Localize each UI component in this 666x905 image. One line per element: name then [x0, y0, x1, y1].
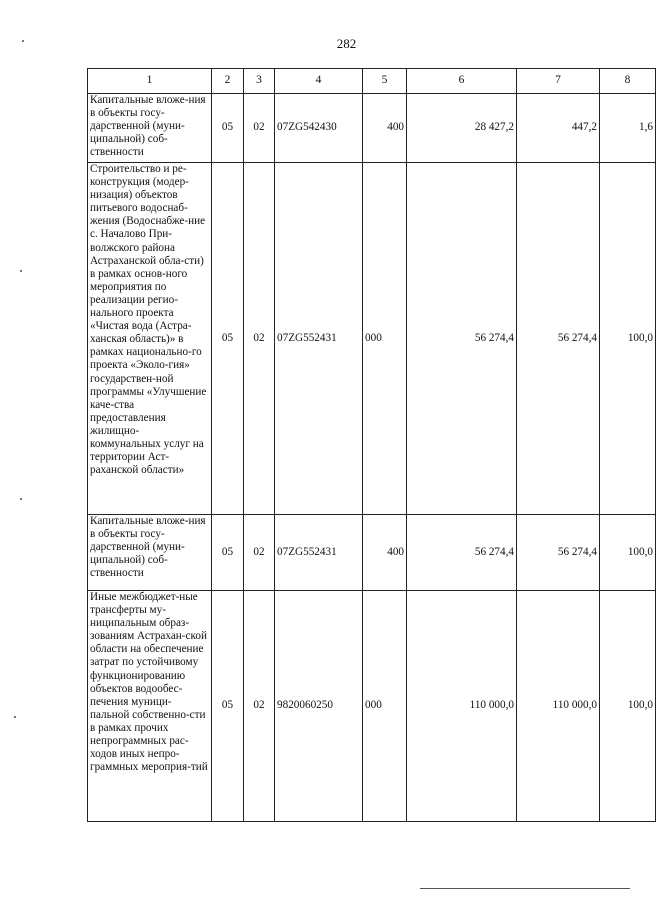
row-plan-amount: 56 274,4 — [407, 163, 517, 515]
scan-dot — [20, 498, 22, 500]
row-actual-amount: 56 274,4 — [517, 163, 600, 515]
row-target-code: 07ZG542430 — [275, 94, 363, 163]
row-name: Капитальные вложе-ния в объекты госу-дарственной (муни-ципальной) соб-ственности — [88, 515, 212, 591]
row-plan-amount: 110 000,0 — [407, 591, 517, 822]
row-expense-type: 000 — [363, 591, 407, 822]
row-section: 05 — [212, 515, 244, 591]
table-row — [88, 515, 656, 591]
row-percent: 1,6 — [600, 94, 656, 163]
row-target-code: 07ZG552431 — [275, 515, 363, 591]
scan-dot — [22, 40, 24, 42]
row-expense-type: 000 — [363, 163, 407, 515]
page-number: 282 — [336, 36, 357, 51]
row-target-code: 9820060250 — [275, 591, 363, 822]
row-actual-amount: 56 274,4 — [517, 515, 600, 591]
scan-dot — [20, 270, 22, 272]
row-target-code: 07ZG552431 — [275, 163, 363, 515]
row-plan-amount: 56 274,4 — [407, 515, 517, 591]
row-subsection: 02 — [244, 515, 275, 591]
row-expense-type: 400 — [363, 515, 407, 591]
budget-table — [87, 68, 656, 822]
row-subsection: 02 — [244, 591, 275, 822]
row-section: 05 — [212, 591, 244, 822]
header-cell-7: 7 — [517, 69, 600, 94]
header-cell-5: 5 — [363, 69, 407, 94]
header-cell-4: 4 — [275, 69, 363, 94]
table-row — [88, 94, 656, 163]
table-row — [88, 591, 656, 822]
table-row — [88, 163, 656, 515]
row-section: 05 — [212, 163, 244, 515]
row-subsection: 02 — [244, 163, 275, 515]
row-name: Иные межбюджет-ные трансферты му-ниципальным образ-зованиям Астрахан-ской области на обеспечение затрат по устойчивому функционированию объектов водообес-печения муници-пальной собственно-сти в рамках прочих непрограммных рас-ходов иных непро-граммных мероприя-тий — [88, 591, 212, 822]
scan-dot — [14, 716, 16, 718]
scan-edge-line — [420, 888, 630, 889]
row-name: Капитальные вложе-ния в объекты госу-дарственной (муни-ципальной) соб-ственности — [88, 94, 212, 163]
row-name: Строительство и ре-конструкция (модер-низация) объектов питьевого водоснаб-жения (Водоснабже-ние с. Началово При-волжского района Астраханской обла-сти) в рамках основ-ного мероприятия по реализации регио-нального проекта «Чистая вода (Астра-ханская область)» в рамках национально-го проекта «Эколо-гия» государствен-ной программы «Улучшение каче-ства предоставления жилищно-коммунальных услуг на территории Аст-раханской области» — [88, 163, 212, 515]
header-cell-6: 6 — [407, 69, 517, 94]
row-plan-amount: 28 427,2 — [407, 94, 517, 163]
row-section: 05 — [212, 94, 244, 163]
row-expense-type: 400 — [363, 94, 407, 163]
row-actual-amount: 110 000,0 — [517, 591, 600, 822]
row-subsection: 02 — [244, 94, 275, 163]
header-row — [88, 69, 656, 94]
row-percent: 100,0 — [600, 163, 656, 515]
header-cell-8: 8 — [600, 69, 656, 94]
header-cell-3: 3 — [244, 69, 275, 94]
row-percent: 100,0 — [600, 591, 656, 822]
header-cell-1: 1 — [88, 69, 212, 94]
row-actual-amount: 447,2 — [517, 94, 600, 163]
row-percent: 100,0 — [600, 515, 656, 591]
header-cell-2: 2 — [212, 69, 244, 94]
